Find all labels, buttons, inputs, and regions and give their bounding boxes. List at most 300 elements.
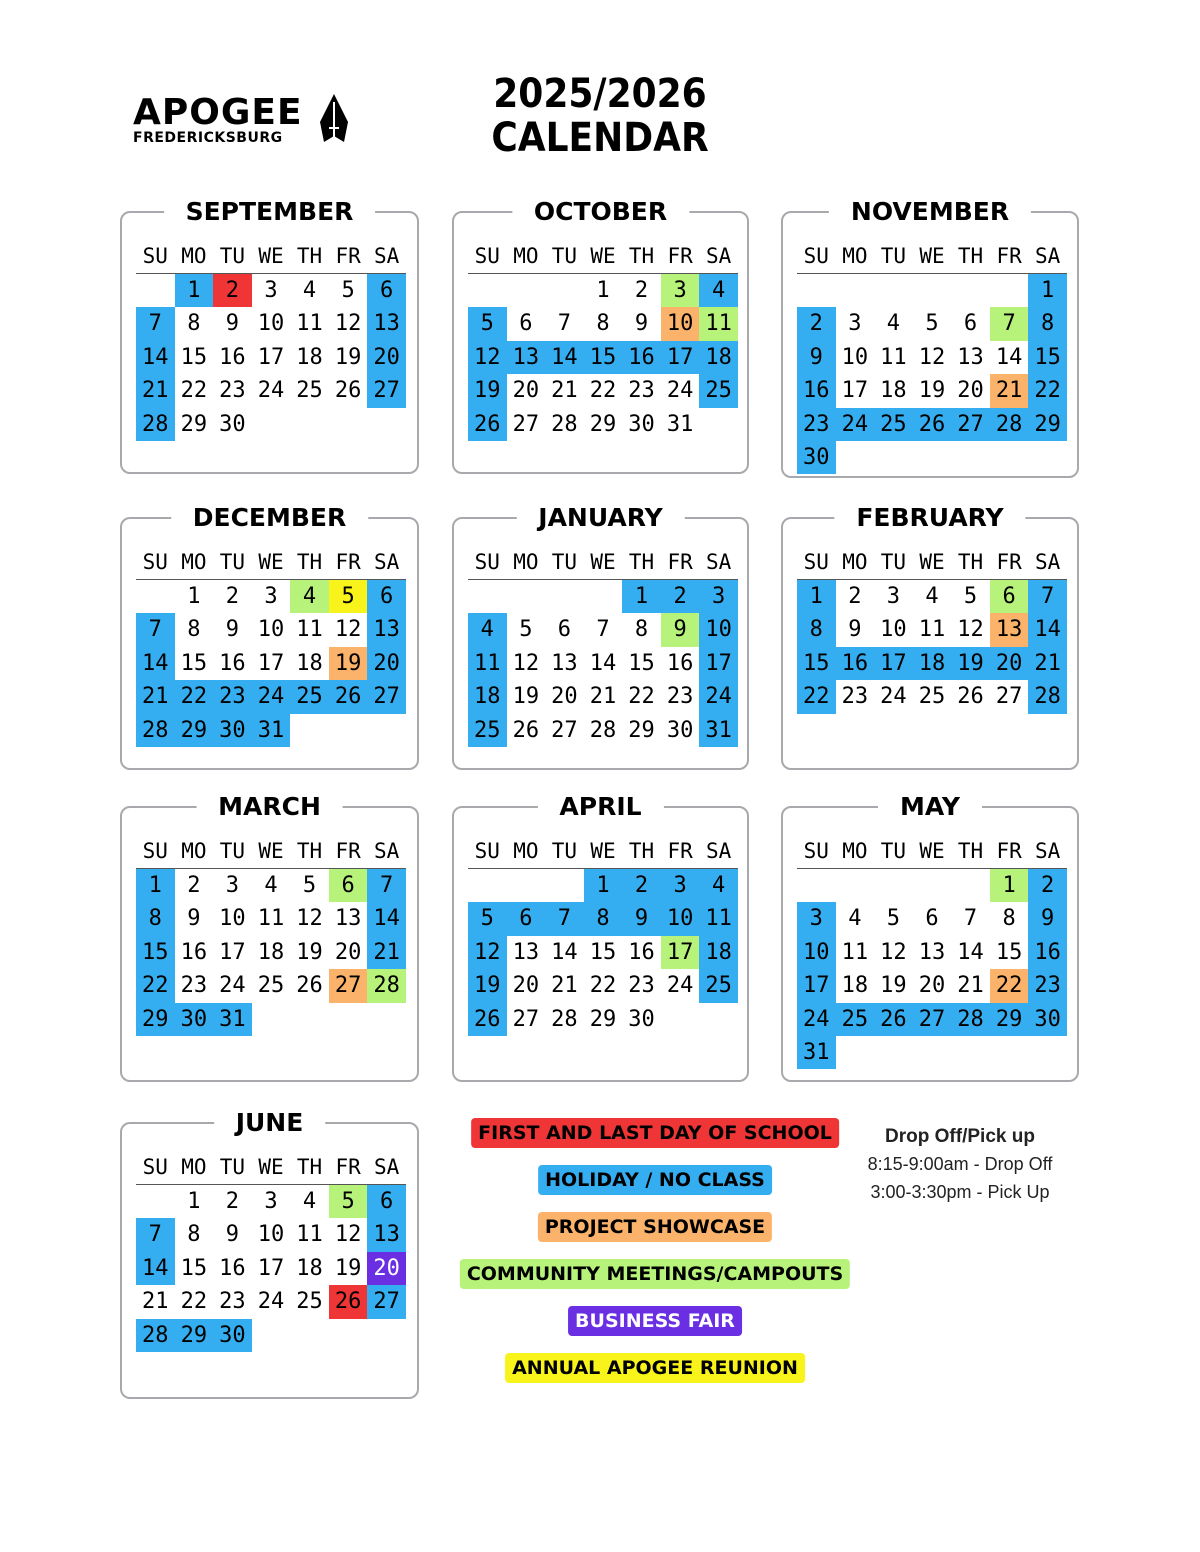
- empty-cell: [545, 580, 584, 613]
- day-cell: 11: [880, 344, 907, 370]
- weekday-header: [797, 545, 1067, 580]
- weekday-label: WE: [590, 550, 616, 574]
- empty-cell: [584, 580, 623, 613]
- day-cell: 10: [257, 1222, 285, 1248]
- day-cell: 8: [187, 1222, 201, 1248]
- day-cell: 18: [913, 647, 952, 680]
- month-name: FEBRUARY: [834, 503, 1025, 533]
- month-grid: [797, 545, 1067, 714]
- day-cell: 1: [584, 869, 623, 902]
- week-row: [797, 869, 1067, 902]
- month-name: OCTOBER: [512, 197, 689, 227]
- day-cell: 2: [225, 1189, 240, 1214]
- day-cell: 7: [136, 307, 175, 340]
- day-cell: 21: [136, 374, 175, 407]
- weekday-label: SA: [1035, 839, 1061, 863]
- day-cell: 3: [661, 274, 700, 307]
- weekday-label: FR: [667, 839, 693, 863]
- day-cell: 28: [951, 1003, 990, 1036]
- empty-cell: [874, 1036, 913, 1069]
- day-cell: 19: [334, 1255, 362, 1281]
- day-cell: 1: [797, 580, 836, 613]
- day-cell: 15: [136, 936, 175, 969]
- weekday-header: [468, 545, 738, 580]
- empty-cell: [136, 580, 175, 613]
- weekday-label: MO: [513, 550, 539, 574]
- day-cell: 28: [990, 408, 1029, 441]
- day-cell: 4: [302, 1189, 317, 1214]
- week-row: [797, 580, 1067, 613]
- day-cell: 22: [589, 378, 617, 404]
- day-cell: 27: [367, 680, 406, 713]
- day-cell: 14: [136, 1252, 175, 1285]
- empty-cell: [545, 274, 584, 307]
- week-row: [468, 902, 738, 935]
- day-cell: 8: [187, 617, 201, 643]
- day-cell: 13: [367, 307, 406, 340]
- day-cell: 12: [334, 617, 362, 643]
- day-cell: 23: [213, 680, 252, 713]
- day-cell: 5: [886, 906, 901, 932]
- day-cell: 1: [136, 869, 175, 902]
- day-cell: 15: [180, 1255, 208, 1281]
- day-cell: 31: [252, 714, 291, 747]
- day-cell: 11: [296, 617, 323, 643]
- day-cell: 3: [264, 1189, 278, 1214]
- day-cell: 23: [180, 973, 208, 999]
- weekday-label: FR: [335, 550, 361, 574]
- weekday-label: SU: [803, 550, 829, 574]
- empty-cell: [699, 408, 738, 441]
- weekday-label: WE: [258, 550, 284, 574]
- day-cell: 4: [290, 580, 329, 613]
- empty-cell: [507, 580, 546, 613]
- day-cell: 27: [367, 374, 406, 407]
- month-name: JUNE: [214, 1108, 326, 1138]
- day-cell: 8: [634, 617, 649, 643]
- weekday-label: FR: [667, 550, 693, 574]
- day-cell: 12: [957, 617, 984, 643]
- day-cell: 17: [257, 650, 285, 676]
- dropoff-info: [840, 1124, 1080, 1206]
- day-cell: 7: [963, 906, 978, 932]
- weekday-label: WE: [919, 550, 945, 574]
- day-cell: 2: [225, 584, 240, 609]
- weekday-label: FR: [996, 839, 1022, 863]
- day-cell: 8: [596, 311, 610, 337]
- day-cell: 24: [797, 1003, 836, 1036]
- day-cell: 10: [661, 902, 700, 935]
- week-row: [136, 936, 406, 969]
- day-cell: 17: [841, 378, 869, 404]
- day-cell: 19: [918, 378, 946, 404]
- day-cell: 3: [848, 311, 862, 337]
- month-grid: [136, 834, 406, 1036]
- week-row: [797, 936, 1067, 969]
- day-cell: 3: [661, 869, 700, 902]
- weekday-label: TH: [296, 550, 323, 574]
- week-row: [136, 902, 406, 935]
- week-row: [468, 580, 738, 613]
- day-cell: 8: [1002, 906, 1016, 932]
- day-cell: 8: [584, 902, 623, 935]
- month-january: [452, 503, 749, 770]
- apogee-logo: [133, 92, 353, 152]
- day-cell: 25: [290, 680, 329, 713]
- day-cell: 21: [136, 680, 175, 713]
- weekday-label: WE: [258, 244, 284, 268]
- day-cell: 31: [699, 714, 738, 747]
- empty-cell: [329, 1319, 368, 1352]
- empty-cell: [913, 869, 952, 902]
- day-cell: 1: [1028, 274, 1067, 307]
- day-cell: 27: [367, 1285, 406, 1318]
- day-cell: 8: [797, 613, 836, 646]
- day-cell: 26: [468, 1003, 507, 1036]
- day-cell: 9: [622, 902, 661, 935]
- day-cell: 18: [699, 341, 738, 374]
- week-row: [136, 613, 406, 646]
- day-cell: 26: [329, 680, 368, 713]
- day-cell: 30: [628, 1006, 655, 1032]
- weekday-label: MO: [842, 550, 868, 574]
- day-cell: 5: [468, 307, 507, 340]
- day-cell: 21: [990, 374, 1029, 407]
- day-cell: 9: [797, 341, 836, 374]
- day-cell: 23: [666, 684, 694, 710]
- day-cell: 20: [990, 647, 1029, 680]
- empty-cell: [661, 1003, 700, 1036]
- day-cell: 9: [187, 906, 201, 932]
- day-cell: 18: [841, 973, 869, 999]
- weekday-label: SA: [374, 244, 400, 268]
- day-cell: 7: [1028, 580, 1067, 613]
- day-cell: 22: [589, 973, 617, 999]
- day-cell: 13: [507, 341, 546, 374]
- weekday-label: SA: [706, 839, 732, 863]
- day-cell: 6: [925, 906, 939, 932]
- month-june: [120, 1108, 419, 1399]
- empty-cell: [290, 1003, 329, 1036]
- empty-cell: [507, 869, 546, 902]
- day-cell: 14: [589, 650, 617, 676]
- week-row: [136, 969, 406, 1002]
- day-cell: 7: [557, 311, 572, 337]
- day-cell: 6: [963, 311, 978, 337]
- week-row: [136, 680, 406, 713]
- day-cell: 27: [551, 717, 578, 743]
- day-cell: 19: [296, 939, 323, 965]
- week-row: [468, 647, 738, 680]
- month-december: [120, 503, 419, 770]
- month-name: NOVEMBER: [829, 197, 1031, 227]
- empty-cell: [252, 1003, 291, 1036]
- weekday-label: TH: [957, 550, 984, 574]
- day-cell: 4: [699, 274, 738, 307]
- day-cell: 8: [187, 311, 201, 337]
- day-cell: 19: [512, 684, 540, 710]
- day-cell: 29: [175, 1319, 214, 1352]
- day-cell: 2: [634, 278, 649, 303]
- day-cell: 9: [661, 613, 700, 646]
- day-cell: 21: [957, 973, 984, 999]
- day-cell: 15: [628, 650, 655, 676]
- day-cell: 10: [257, 617, 285, 643]
- day-cell: 11: [918, 617, 946, 643]
- empty-cell: [367, 408, 406, 441]
- legend-item-blue: HOLIDAY / NO CLASS: [538, 1165, 772, 1195]
- week-row: [797, 1036, 1067, 1069]
- day-cell: 30: [213, 714, 252, 747]
- empty-cell: [990, 1036, 1029, 1069]
- week-row: [136, 647, 406, 680]
- day-cell: 25: [874, 408, 913, 441]
- day-cell: 19: [468, 374, 507, 407]
- day-cell: 16: [219, 344, 246, 370]
- week-row: [136, 869, 406, 902]
- day-cell: 24: [257, 1289, 285, 1315]
- weekday-header: [136, 1150, 406, 1185]
- empty-cell: [252, 408, 291, 441]
- day-cell: 14: [367, 902, 406, 935]
- day-cell: 29: [589, 1006, 617, 1032]
- day-cell: 4: [468, 613, 507, 646]
- day-cell: 20: [367, 1252, 406, 1285]
- empty-cell: [951, 274, 990, 307]
- day-cell: 5: [329, 1185, 368, 1218]
- weekday-label: MO: [842, 839, 868, 863]
- day-cell: 15: [1028, 341, 1067, 374]
- weekday-label: WE: [258, 1155, 284, 1179]
- day-cell: 24: [666, 973, 694, 999]
- day-cell: 5: [925, 311, 939, 337]
- pickup-line: 3:00-3:30pm - Pick Up: [870, 1182, 1050, 1202]
- day-cell: 26: [334, 378, 362, 404]
- day-cell: 9: [225, 1222, 240, 1248]
- weekday-label: SA: [374, 550, 400, 574]
- empty-cell: [874, 274, 913, 307]
- weekday-label: TH: [296, 244, 323, 268]
- day-cell: 25: [836, 1003, 875, 1036]
- day-cell: 12: [880, 939, 907, 965]
- week-row: [797, 1003, 1067, 1036]
- day-cell: 6: [367, 580, 406, 613]
- day-cell: 7: [596, 617, 610, 643]
- day-cell: 12: [334, 1222, 362, 1248]
- day-cell: 11: [468, 647, 507, 680]
- day-cell: 18: [296, 650, 323, 676]
- day-cell: 5: [963, 584, 978, 609]
- day-cell: 20: [512, 378, 540, 404]
- weekday-header: [136, 545, 406, 580]
- week-row: [468, 969, 738, 1002]
- day-cell: 4: [886, 311, 901, 337]
- month-october: [452, 197, 749, 474]
- day-cell: 25: [918, 684, 946, 710]
- week-row: [468, 714, 738, 747]
- day-cell: 22: [1028, 374, 1067, 407]
- empty-cell: [329, 714, 368, 747]
- month-name: MAY: [878, 792, 982, 822]
- weekday-label: FR: [335, 839, 361, 863]
- day-cell: 17: [257, 344, 285, 370]
- month-name: DECEMBER: [171, 503, 369, 533]
- day-cell: 28: [551, 1006, 578, 1032]
- day-cell: 27: [913, 1003, 952, 1036]
- week-row: [468, 680, 738, 713]
- day-cell: 2: [661, 580, 700, 613]
- weekday-label: SA: [374, 1155, 400, 1179]
- legend-item-yellow: ANNUAL APOGEE REUNION: [505, 1353, 805, 1383]
- day-cell: 17: [797, 969, 836, 1002]
- week-row: [797, 374, 1067, 407]
- empty-cell: [797, 869, 836, 902]
- month-grid: [468, 545, 738, 747]
- day-cell: 30: [175, 1003, 214, 1036]
- day-cell: 9: [634, 311, 649, 337]
- day-cell: 5: [302, 873, 317, 898]
- day-cell: 17: [661, 341, 700, 374]
- weekday-label: SU: [803, 244, 829, 268]
- empty-cell: [913, 1036, 952, 1069]
- day-cell: 10: [661, 307, 700, 340]
- weekday-label: SU: [803, 839, 829, 863]
- day-cell: 10: [841, 344, 869, 370]
- day-cell: 10: [219, 906, 246, 932]
- day-cell: 7: [136, 613, 175, 646]
- weekday-header: [797, 834, 1067, 869]
- weekday-label: TU: [880, 550, 907, 574]
- day-cell: 3: [797, 902, 836, 935]
- day-cell: 29: [136, 1003, 175, 1036]
- day-cell: 26: [913, 408, 952, 441]
- month-april: [452, 792, 749, 1082]
- day-cell: 1: [187, 1189, 201, 1214]
- day-cell: 15: [180, 650, 208, 676]
- day-cell: 20: [957, 378, 984, 404]
- day-cell: 11: [699, 307, 738, 340]
- weekday-label: TU: [551, 550, 578, 574]
- day-cell: 19: [880, 973, 907, 999]
- week-row: [468, 408, 738, 441]
- empty-cell: [545, 869, 584, 902]
- week-row: [136, 274, 406, 307]
- weekday-label: MO: [513, 839, 539, 863]
- day-cell: 13: [957, 344, 984, 370]
- day-cell: 2: [797, 307, 836, 340]
- month-grid: [136, 545, 406, 747]
- day-cell: 22: [180, 1289, 208, 1315]
- day-cell: 18: [296, 1255, 323, 1281]
- day-cell: 28: [551, 411, 578, 437]
- empty-cell: [290, 714, 329, 747]
- day-cell: 11: [699, 902, 738, 935]
- weekday-label: MO: [181, 839, 207, 863]
- day-cell: 5: [468, 902, 507, 935]
- day-cell: 16: [622, 341, 661, 374]
- day-cell: 22: [628, 684, 655, 710]
- day-cell: 16: [797, 374, 836, 407]
- week-row: [136, 1218, 406, 1251]
- day-cell: 9: [1028, 902, 1067, 935]
- day-cell: 17: [219, 939, 246, 965]
- day-cell: 22: [990, 969, 1029, 1002]
- weekday-label: FR: [996, 244, 1022, 268]
- day-cell: 18: [257, 939, 285, 965]
- day-cell: 12: [512, 650, 540, 676]
- day-cell: 15: [589, 939, 617, 965]
- week-row: [136, 341, 406, 374]
- day-cell: 31: [213, 1003, 252, 1036]
- day-cell: 13: [367, 1218, 406, 1251]
- month-grid: [136, 1150, 406, 1352]
- empty-cell: [136, 274, 175, 307]
- weekday-label: SU: [142, 839, 168, 863]
- day-cell: 16: [666, 650, 694, 676]
- day-cell: 9: [848, 617, 862, 643]
- weekday-label: SA: [1035, 550, 1061, 574]
- empty-cell: [290, 408, 329, 441]
- day-cell: 13: [918, 939, 946, 965]
- day-cell: 6: [557, 617, 572, 643]
- day-cell: 14: [995, 344, 1023, 370]
- day-cell: 15: [797, 647, 836, 680]
- day-cell: 26: [957, 684, 984, 710]
- month-grid: [797, 239, 1067, 474]
- day-cell: 24: [219, 973, 246, 999]
- day-cell: 27: [512, 411, 540, 437]
- day-cell: 3: [264, 584, 278, 609]
- weekday-label: WE: [590, 244, 616, 268]
- day-cell: 2: [187, 873, 201, 898]
- day-cell: 17: [699, 647, 738, 680]
- week-row: [136, 580, 406, 613]
- day-cell: 31: [797, 1036, 836, 1069]
- day-cell: 12: [918, 344, 946, 370]
- day-cell: 6: [329, 869, 368, 902]
- day-cell: 15: [180, 344, 208, 370]
- weekday-label: SA: [1035, 244, 1061, 268]
- day-cell: 2: [213, 274, 252, 307]
- day-cell: 1: [596, 278, 610, 303]
- day-cell: 1: [622, 580, 661, 613]
- week-row: [136, 714, 406, 747]
- month-name: JANUARY: [516, 503, 684, 533]
- day-cell: 25: [468, 714, 507, 747]
- week-row: [797, 902, 1067, 935]
- day-cell: 20: [512, 973, 540, 999]
- weekday-label: TU: [219, 839, 246, 863]
- weekday-label: TH: [628, 839, 655, 863]
- day-cell: 20: [551, 684, 578, 710]
- day-cell: 23: [219, 1289, 246, 1315]
- day-cell: 5: [341, 278, 355, 303]
- day-cell: 4: [925, 584, 939, 609]
- empty-cell: [329, 408, 368, 441]
- day-cell: 14: [136, 647, 175, 680]
- weekday-label: TH: [957, 839, 984, 863]
- week-row: [468, 1003, 738, 1036]
- month-name: APRIL: [537, 792, 663, 822]
- day-cell: 19: [951, 647, 990, 680]
- empty-cell: [1028, 441, 1067, 474]
- day-cell: 17: [661, 936, 700, 969]
- weekday-label: MO: [181, 1155, 207, 1179]
- day-cell: 27: [995, 684, 1023, 710]
- day-cell: 12: [468, 341, 507, 374]
- day-cell: 2: [622, 869, 661, 902]
- day-cell: 29: [628, 717, 655, 743]
